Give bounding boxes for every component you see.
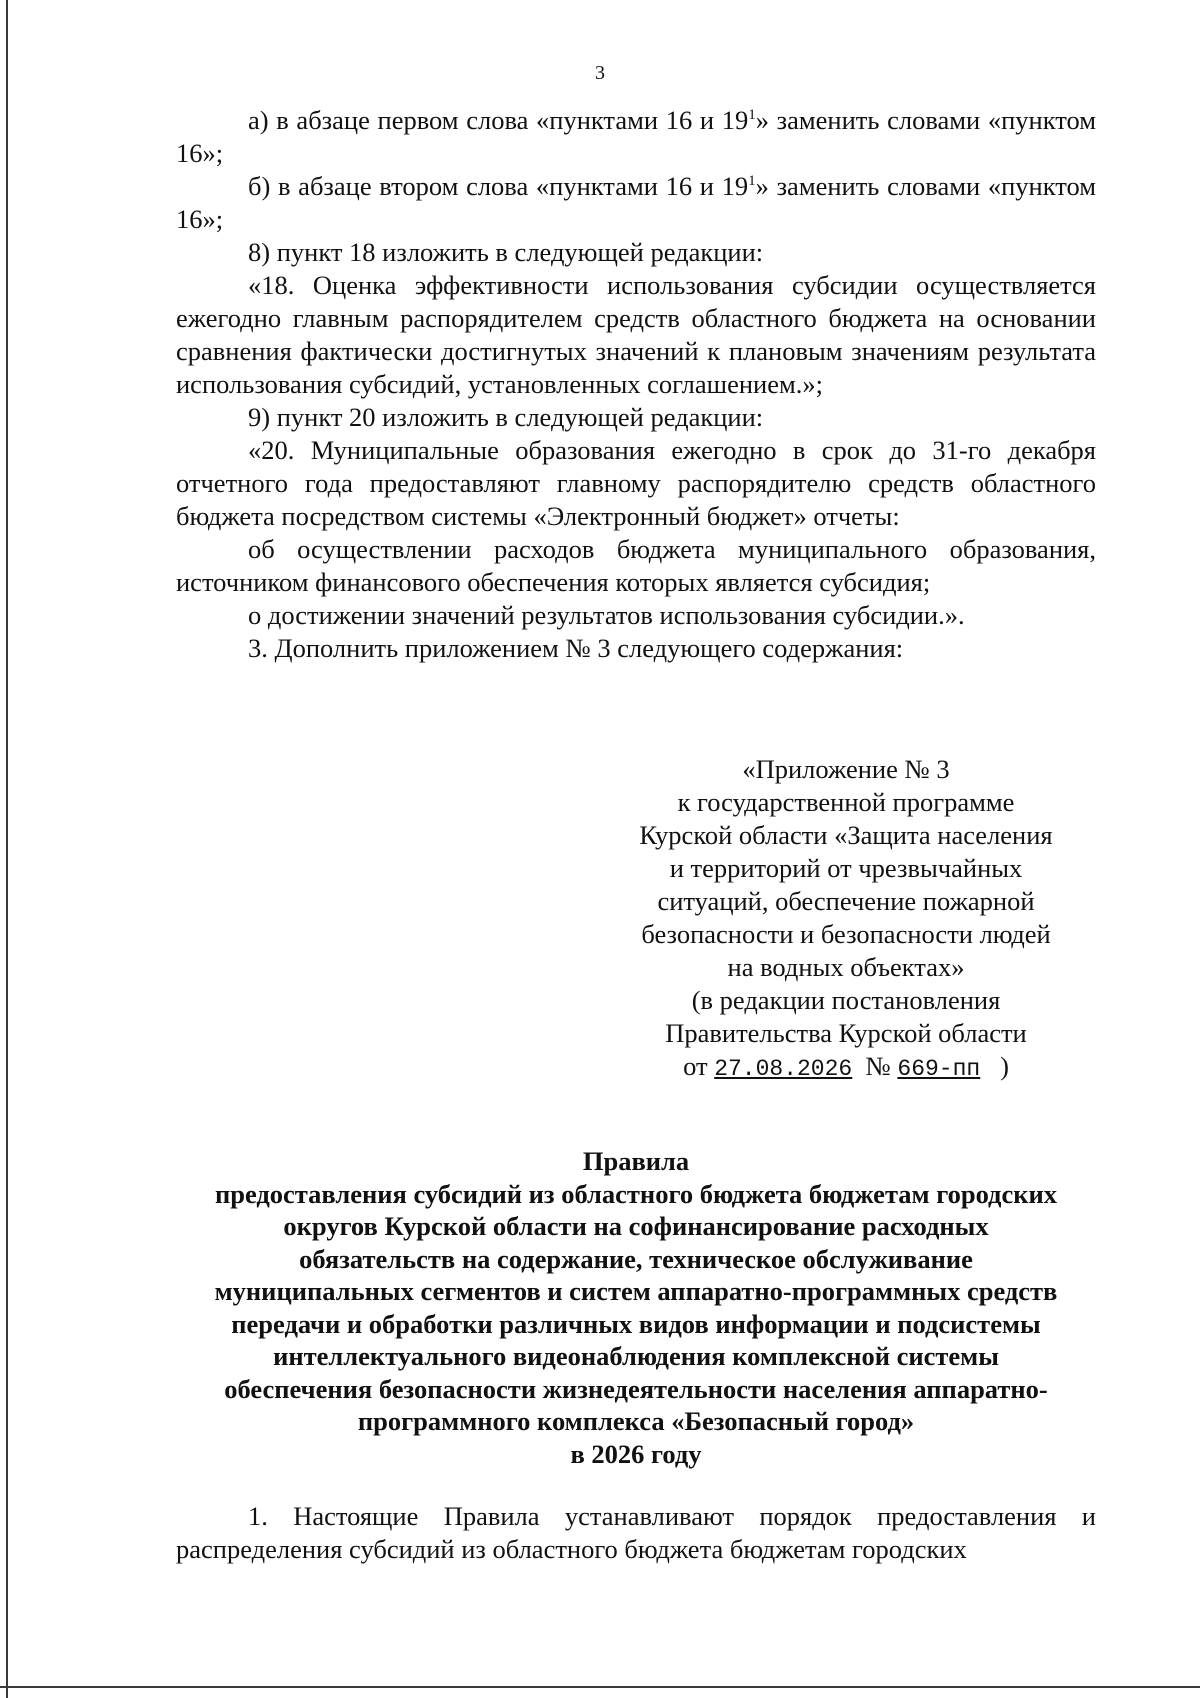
paragraph-a-text-end: » заменить словами «пунктом 16»; <box>176 105 1096 168</box>
paragraph-18: «18. Оценка эффективности использования субсидии осуществляется ежегодно главным распорядителем средств областного бюджета на основании сравнения фактически достигнутых значений к плановым значениям результата использования субсидий, установленных соглашением.»; <box>176 270 1096 399</box>
paragraph-b-text: б) в абзаце втором слова «пунктами 16 и 19 <box>248 171 749 201</box>
paragraph-a <box>176 104 1096 170</box>
appendix-line: ситуаций, обеспечение пожарной <box>657 886 1035 916</box>
resolution-date: 27.08.2026 <box>714 1056 853 1082</box>
superscript-1: 1 <box>748 107 756 124</box>
superscript-1: 1 <box>748 173 756 190</box>
title-line: обеспечения безопасности жизнедеятельности населения аппаратно- <box>224 1373 1048 1404</box>
paragraph-20-item-2: о достижении значений результатов использования субсидии.». <box>248 600 965 630</box>
number-prefix: № <box>865 1051 891 1081</box>
appendix-line: (в редакции постановления <box>691 985 1001 1015</box>
paragraph-9: 9) пункт 20 изложить в следующей редакции: <box>248 402 764 432</box>
title-line: интеллектуального видеонаблюдения комплексной системы <box>273 1341 999 1371</box>
title-line: передачи и обработки различных видов информации и подсистемы <box>231 1308 1041 1339</box>
title-line: муниципальных сегментов и систем аппаратно-программных средств <box>214 1276 1058 1306</box>
paragraph-3: 3. Дополнить приложением № 3 следующего содержания: <box>248 633 904 663</box>
title-line: программного комплекса «Безопасный город» <box>357 1406 915 1436</box>
paragraph-8: 8) пункт 18 изложить в следующей редакции: <box>248 237 764 267</box>
appendix-line: Курской области «Защита населения <box>639 820 1053 850</box>
date-prefix: от <box>683 1051 708 1081</box>
paragraph-b <box>176 170 1096 236</box>
resolution-date-line <box>596 1050 1096 1086</box>
resolution-number: 669-пп <box>897 1056 981 1082</box>
paragraph-a-text: а) в абзаце первом слова «пунктами 16 и 19 <box>248 105 749 135</box>
paragraph-b-text-end: » заменить словами «пунктом 16»; <box>176 171 1096 234</box>
title-line: предоставления субсидий из областного бюджета бюджетам городских <box>214 1178 1058 1209</box>
title-line: округов Курской области на софинансирование расходных <box>283 1211 989 1241</box>
paragraph-20: «20. Муниципальные образования ежегодно в срок до 31-го декабря отчетного года предоставляют главному распорядителю средств областного бюджета посредством системы «Электронный бюджет» отчеты: <box>176 435 1096 531</box>
appendix-line: Правительства Курской области <box>665 1018 1027 1048</box>
appendix-line: и территорий от чрезвычайных <box>669 853 1023 883</box>
appendix-line: «Приложение № 3 <box>742 754 950 784</box>
scan-bottom-edge <box>0 1686 1200 1688</box>
paragraph-20-item-1: об осуществлении расходов бюджета муниципального образования, источником финансового обеспечения которых является субсидия; <box>176 534 1096 597</box>
appendix-line: безопасности и безопасности людей <box>641 919 1051 949</box>
rules-paragraph-1: 1. Настоящие Правила устанавливают порядок предоставления и распределения субсидий из областного бюджета бюджетам городских <box>176 1501 1096 1564</box>
appendix-line: на водных объектах» <box>727 952 965 982</box>
appendix-line: к государственной программе <box>677 787 1015 817</box>
closing-paren: ) <box>1000 1051 1009 1081</box>
title-line: в 2026 году <box>570 1438 702 1469</box>
title-heading: Правила <box>582 1146 690 1176</box>
rules-body <box>176 1500 1096 1566</box>
scan-left-edge <box>6 0 8 1698</box>
appendix-header <box>596 753 1096 1086</box>
title-line: обязательств на содержание, техническое обслуживание <box>299 1243 973 1274</box>
page-number: 3 <box>595 62 605 84</box>
rules-title <box>176 1145 1096 1470</box>
amendments-body <box>176 104 1096 665</box>
